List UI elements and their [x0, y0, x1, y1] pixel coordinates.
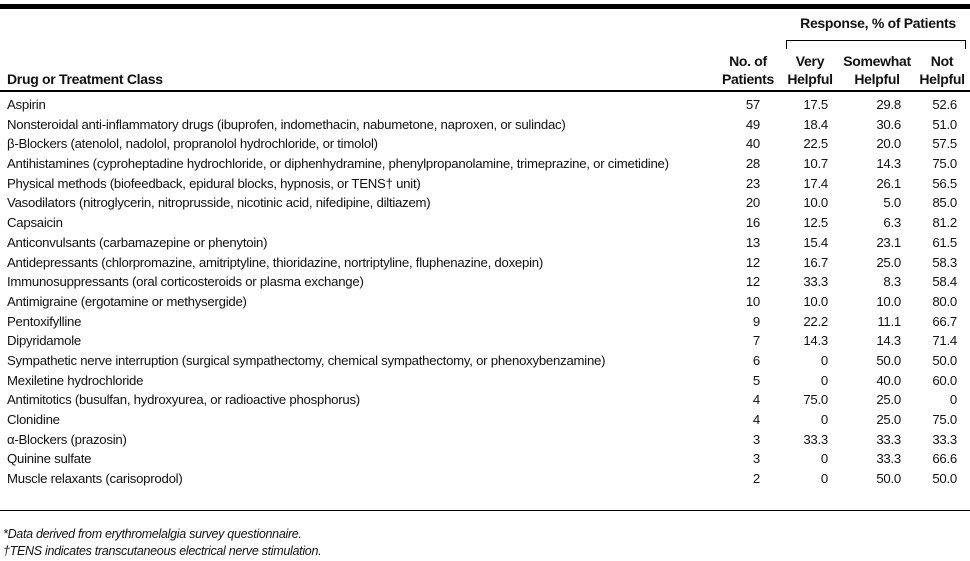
cell-drug-class: Immunosuppressants (oral corticosteroids or plasma exchange): [7, 274, 364, 290]
header-no-of-patients: [716, 52, 780, 88]
header-bottom-rule: [0, 90, 970, 92]
cell-drug-class: Mexiletine hydrochloride: [7, 372, 144, 388]
cell-very-helpful: 16.7: [803, 254, 828, 270]
cell-no-of-patients: 3: [752, 431, 760, 447]
table-row: [0, 390, 970, 410]
cell-very-helpful: 17.5: [803, 97, 828, 112]
table-row: [0, 351, 970, 371]
cell-no-of-patients: 23: [745, 175, 760, 191]
cell-not-helpful: 75.0: [932, 156, 957, 172]
cell-drug-class: β-Blockers (atenolol, nadolol, propranolol hydrochloride, or timolol): [7, 136, 378, 152]
cell-drug-class: Antimitotics (busulfan, hydroxyurea, or radioactive phosphorus): [7, 392, 360, 408]
cell-somewhat-helpful: 40.0: [876, 372, 901, 388]
header-no-of-patients-line2: Patients: [721, 71, 775, 87]
cell-somewhat-helpful: 33.3: [876, 431, 901, 447]
table-row: [0, 292, 970, 312]
cell-very-helpful: 0: [820, 471, 828, 487]
header-very-helpful: [784, 52, 836, 88]
header-not-helpful: [916, 52, 968, 88]
cell-somewhat-helpful: 29.8: [876, 97, 901, 112]
cell-very-helpful: 10.7: [803, 156, 828, 172]
cell-drug-class: Clonidine: [7, 412, 60, 427]
cell-very-helpful: 10.0: [803, 293, 828, 309]
cell-very-helpful: 17.4: [803, 175, 828, 191]
cell-not-helpful: 60.0: [932, 372, 957, 388]
cell-not-helpful: 50.0: [932, 352, 957, 368]
table-row: [0, 449, 970, 469]
cell-no-of-patients: 6: [752, 352, 760, 368]
cell-not-helpful: 51.0: [932, 116, 957, 132]
header-not-helpful-line2: Helpful: [919, 71, 965, 87]
cell-no-of-patients: 13: [745, 234, 760, 250]
cell-no-of-patients: 12: [745, 254, 760, 270]
cell-not-helpful: 66.7: [932, 313, 957, 329]
cell-somewhat-helpful: 11.1: [877, 313, 901, 329]
cell-drug-class: Dipyridamole: [7, 333, 81, 349]
response-span-bracket: [786, 40, 966, 49]
cell-no-of-patients: 40: [745, 136, 760, 152]
table-row: [0, 115, 970, 135]
header-somewhat-helpful-line1: Somewhat: [843, 53, 911, 69]
header-very-helpful-line1: Very: [795, 53, 825, 69]
cell-no-of-patients: 28: [745, 156, 760, 172]
cell-somewhat-helpful: 50.0: [876, 352, 901, 368]
cell-very-helpful: 10.0: [803, 195, 828, 211]
cell-not-helpful: 66.6: [932, 451, 957, 467]
cell-no-of-patients: 16: [745, 215, 760, 231]
cell-drug-class: Anticonvulsants (carbamazepine or phenytoin): [7, 234, 268, 250]
table-row: [0, 154, 970, 174]
table-bottom-rule: [0, 510, 970, 511]
table-row: [0, 272, 970, 292]
cell-no-of-patients: 3: [752, 451, 760, 467]
cell-very-helpful: 75.0: [803, 392, 828, 408]
cell-not-helpful: 80.0: [932, 293, 957, 309]
cell-somewhat-helpful: 8.3: [883, 274, 901, 290]
header-no-of-patients-line1: No. of: [729, 53, 767, 69]
cell-no-of-patients: 57: [745, 97, 760, 112]
cell-somewhat-helpful: 26.1: [876, 175, 901, 191]
cell-somewhat-helpful: 14.3: [876, 333, 901, 349]
cell-very-helpful: 0: [820, 352, 828, 368]
cell-very-helpful: 22.5: [803, 136, 828, 152]
cell-drug-class: Aspirin: [7, 97, 46, 112]
cell-drug-class: Physical methods (biofeedback, epidural blocks, hypnosis, or TENS† unit): [7, 175, 421, 191]
cell-drug-class: Capsaicin: [7, 215, 63, 231]
table-top-rule: [0, 4, 970, 9]
cell-no-of-patients: 10: [745, 293, 760, 309]
cell-very-helpful: 14.3: [803, 333, 828, 349]
cell-no-of-patients: 4: [752, 412, 760, 427]
header-not-helpful-line1: Not: [930, 53, 954, 69]
table-row: [0, 312, 970, 332]
cell-drug-class: α-Blockers (prazosin): [7, 431, 127, 447]
cell-very-helpful: 22.2: [803, 313, 828, 329]
cell-not-helpful: 75.0: [932, 412, 957, 427]
cell-somewhat-helpful: 30.6: [876, 116, 901, 132]
cell-no-of-patients: 2: [752, 471, 760, 487]
table-row: [0, 213, 970, 233]
cell-drug-class: Sympathetic nerve interruption (surgical sympathectomy, chemical sympathectomy, or phenoxybenzamine): [7, 352, 606, 368]
cell-very-helpful: 0: [820, 412, 828, 427]
header-somewhat-helpful-line2: Helpful: [854, 71, 900, 87]
header-somewhat-helpful: [838, 52, 916, 88]
table-row: [0, 174, 970, 194]
cell-very-helpful: 0: [820, 372, 828, 388]
table-row: [0, 95, 970, 115]
table-row: [0, 410, 970, 430]
cell-no-of-patients: 20: [745, 195, 760, 211]
table-row: [0, 371, 970, 391]
cell-not-helpful: 58.3: [932, 254, 957, 270]
cell-somewhat-helpful: 10.0: [876, 293, 901, 309]
cell-not-helpful: 85.0: [932, 195, 957, 211]
table-row: [0, 331, 970, 351]
footnote-star: *Data derived from erythromelalgia survey questionnaire.: [3, 527, 302, 541]
cell-somewhat-helpful: 50.0: [876, 471, 901, 487]
table-body: [0, 95, 970, 489]
cell-drug-class: Pentoxifylline: [7, 313, 82, 329]
cell-not-helpful: 56.5: [932, 175, 957, 191]
cell-not-helpful: 71.4: [932, 333, 957, 349]
cell-not-helpful: 52.6: [932, 97, 957, 112]
cell-no-of-patients: 4: [752, 392, 760, 408]
table-row: [0, 233, 970, 253]
table-row: [0, 469, 970, 489]
table-row: [0, 193, 970, 213]
cell-somewhat-helpful: 33.3: [876, 451, 901, 467]
cell-drug-class: Quinine sulfate: [7, 451, 92, 467]
cell-not-helpful: 33.3: [932, 431, 957, 447]
cell-somewhat-helpful: 25.0: [876, 412, 901, 427]
cell-somewhat-helpful: 14.3: [876, 156, 901, 172]
cell-somewhat-helpful: 25.0: [876, 254, 901, 270]
cell-no-of-patients: 5: [752, 372, 760, 388]
cell-somewhat-helpful: 5.0: [883, 195, 901, 211]
table-row: [0, 430, 970, 450]
cell-very-helpful: 0: [820, 451, 828, 467]
cell-not-helpful: 57.5: [932, 136, 957, 152]
footnote-dagger: †TENS indicates transcutaneous electrical nerve stimulation.: [3, 544, 322, 558]
cell-not-helpful: 58.4: [932, 274, 957, 290]
table-row: [0, 134, 970, 154]
header-very-helpful-line2: Helpful: [787, 71, 833, 87]
cell-very-helpful: 15.4: [803, 234, 828, 250]
cell-drug-class: Vasodilators (nitroglycerin, nitroprusside, nicotinic acid, nifedipine, diltiazem): [7, 195, 431, 211]
cell-not-helpful: 61.5: [932, 234, 957, 250]
cell-somewhat-helpful: 20.0: [876, 136, 901, 152]
cell-very-helpful: 33.3: [803, 274, 828, 290]
cell-somewhat-helpful: 6.3: [883, 215, 901, 231]
header-drug-class: Drug or Treatment Class: [7, 71, 163, 87]
table-row: [0, 253, 970, 273]
cell-drug-class: Muscle relaxants (carisoprodol): [7, 471, 183, 487]
cell-no-of-patients: 49: [745, 116, 760, 132]
cell-not-helpful: 0: [949, 392, 957, 408]
cell-somewhat-helpful: 25.0: [876, 392, 901, 408]
cell-not-helpful: 50.0: [932, 471, 957, 487]
cell-drug-class: Nonsteroidal anti-inflammatory drugs (ibuprofen, indomethacin, nabumetone, naproxen, or sulindac): [7, 116, 566, 132]
cell-drug-class: Antihistamines (cyproheptadine hydrochloride, or diphenhydramine, phenylpropanolamine, trimeprazine, or cimetidine): [7, 156, 669, 172]
cell-no-of-patients: 12: [745, 274, 760, 290]
cell-very-helpful: 33.3: [803, 431, 828, 447]
cell-very-helpful: 12.5: [803, 215, 828, 231]
response-span-header: Response, % of Patients: [800, 15, 956, 31]
cell-no-of-patients: 7: [752, 333, 760, 349]
cell-not-helpful: 81.2: [932, 215, 957, 231]
cell-drug-class: Antidepressants (chlorpromazine, amitriptyline, thioridazine, nortriptyline, fluphenazine, doxepin): [7, 254, 544, 270]
cell-very-helpful: 18.4: [803, 116, 828, 132]
cell-somewhat-helpful: 23.1: [876, 234, 901, 250]
cell-no-of-patients: 9: [752, 313, 760, 329]
cell-drug-class: Antimigraine (ergotamine or methysergide): [7, 293, 247, 309]
